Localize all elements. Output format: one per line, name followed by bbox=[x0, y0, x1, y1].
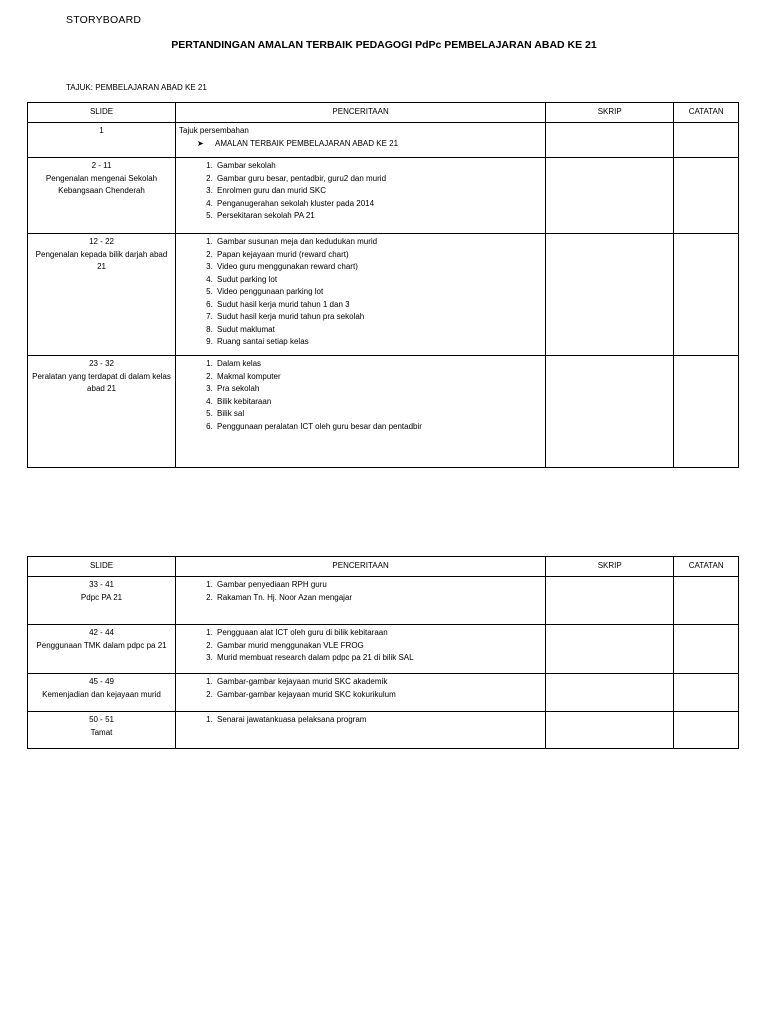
catatan-cell bbox=[674, 356, 739, 468]
list-item: 1. Pengguaan alat ICT oleh guru di bilik kebitaraan bbox=[215, 627, 542, 640]
document-label: STORYBOARD bbox=[66, 14, 142, 26]
skrip-cell bbox=[546, 234, 674, 356]
penceritaan-cell bbox=[176, 712, 546, 749]
col-header-skrip: SKRIP bbox=[546, 103, 674, 123]
slide-number: 2 - 11 bbox=[91, 161, 112, 170]
table-header-row bbox=[28, 557, 739, 577]
slide-number: 33 - 41 bbox=[89, 580, 114, 589]
penceritaan-cell bbox=[176, 674, 546, 712]
skrip-cell bbox=[546, 625, 674, 674]
penceritaan-cell bbox=[176, 158, 546, 234]
slide-subtitle: Tamat bbox=[90, 727, 113, 737]
list-item-text: AMALAN TERBAIK PEMBELAJARAN ABAD KE 21 bbox=[215, 138, 399, 148]
col-header-penceritaan: PENCERITAAN bbox=[176, 103, 546, 123]
slide-subtitle: Peralatan yang terdapat di dalam kelas abad 21 bbox=[32, 371, 171, 393]
col-header-slide: SLIDE bbox=[28, 103, 176, 123]
slide-number: 1 bbox=[99, 126, 104, 135]
col-header-slide: SLIDE bbox=[28, 557, 176, 577]
list-item: 3. Video guru menggunakan reward chart) bbox=[215, 261, 542, 274]
list-item: 2. Makmal komputer bbox=[215, 371, 542, 384]
list-item: 7. Sudut hasil kerja murid tahun pra sekolah bbox=[215, 311, 542, 324]
skrip-cell bbox=[546, 674, 674, 712]
storyboard-table-1 bbox=[27, 102, 739, 468]
table-header-row bbox=[28, 103, 739, 123]
list-item: 5. Bilik sal bbox=[215, 408, 542, 421]
skrip-cell bbox=[546, 123, 674, 158]
slide-subtitle: Pengenalan kepada bilik darjah abad 21 bbox=[35, 249, 168, 271]
list-item: 5. Persekitaran sekolah PA 21 bbox=[215, 210, 542, 223]
arrow-bullet-icon: ➤ bbox=[197, 138, 204, 148]
slide-cell bbox=[28, 712, 176, 749]
penceritaan-cell bbox=[176, 234, 546, 356]
slide-cell bbox=[28, 577, 176, 625]
catatan-cell bbox=[674, 712, 739, 749]
slide-cell bbox=[28, 158, 176, 234]
topic-line: TAJUK: PEMBELAJARAN ABAD KE 21 bbox=[66, 83, 207, 92]
slide-subtitle: Pdpc PA 21 bbox=[80, 592, 123, 602]
catatan-cell bbox=[674, 158, 739, 234]
table-row bbox=[28, 712, 739, 749]
list-item: 3. Pra sekolah bbox=[215, 383, 542, 396]
slide-subtitle: Penggunaan TMK dalam pdpc pa 21 bbox=[36, 640, 167, 650]
table-row bbox=[28, 123, 739, 158]
list-item: 1. Gambar susunan meja dan kedudukan murid bbox=[215, 236, 542, 249]
slide-number: 45 - 49 bbox=[89, 677, 114, 686]
col-header-catatan: CATATAN bbox=[674, 557, 739, 577]
penceritaan-cell bbox=[176, 356, 546, 468]
list-item: 1. Gambar penyediaan RPH guru bbox=[215, 579, 542, 592]
list-item: 6. Penggunaan peralatan ICT oleh guru besar dan pentadbir bbox=[215, 421, 542, 434]
slide-cell bbox=[28, 234, 176, 356]
list-item: 2. Gambar guru besar, pentadbir, guru2 dan murid bbox=[215, 173, 542, 186]
slide-cell bbox=[28, 356, 176, 468]
skrip-cell bbox=[546, 356, 674, 468]
list-item: 2. Rakaman Tn. Hj. Noor Azan mengajar bbox=[215, 592, 542, 605]
skrip-cell bbox=[546, 712, 674, 749]
list-item: 1. Dalam kelas bbox=[215, 358, 542, 371]
list-item: 9. Ruang santai setiap kelas bbox=[215, 336, 542, 349]
slide-number: 23 - 32 bbox=[89, 359, 114, 368]
catatan-cell bbox=[674, 123, 739, 158]
list-item: 3. Enrolmen guru dan murid SKC bbox=[215, 185, 542, 198]
skrip-cell bbox=[546, 158, 674, 234]
list-item: 2. Gambar-gambar kejayaan murid SKC kokurikulum bbox=[215, 689, 542, 702]
table-row bbox=[28, 234, 739, 356]
catatan-cell bbox=[674, 674, 739, 712]
col-header-penceritaan: PENCERITAAN bbox=[176, 557, 546, 577]
slide-subtitle: Pengenalan mengenai Sekolah Kebangsaan Chenderah bbox=[45, 173, 158, 195]
slide-number: 42 - 44 bbox=[89, 628, 114, 637]
table-row bbox=[28, 625, 739, 674]
table-row bbox=[28, 674, 739, 712]
slide-number: 12 - 22 bbox=[89, 237, 114, 246]
slide-cell bbox=[28, 625, 176, 674]
list-item: 3. Murid membuat research dalam pdpc pa 21 di bilik SAL bbox=[215, 652, 542, 665]
catatan-cell bbox=[674, 234, 739, 356]
document-title: PERTANDINGAN AMALAN TERBAIK PEDAGOGI PdPc PEMBELAJARAN ABAD KE 21 bbox=[171, 39, 597, 51]
list-item: 4. Sudut parking lot bbox=[215, 274, 542, 287]
slide-subtitle: Kemenjadian dan kejayaan murid bbox=[42, 689, 161, 699]
col-header-catatan: CATATAN bbox=[674, 103, 739, 123]
penceritaan-cell bbox=[176, 123, 546, 158]
col-header-skrip: SKRIP bbox=[546, 557, 674, 577]
slide-cell bbox=[28, 123, 176, 158]
list-item: 2. Gambar murid menggunakan VLE FROG bbox=[215, 640, 542, 653]
penceritaan-cell bbox=[176, 577, 546, 625]
penceritaan-cell bbox=[176, 625, 546, 674]
list-item: 2. Papan kejayaan murid (reward chart) bbox=[215, 249, 542, 262]
list-item: 6. Sudut hasil kerja murid tahun 1 dan 3 bbox=[215, 299, 542, 312]
catatan-cell bbox=[674, 625, 739, 674]
skrip-cell bbox=[546, 577, 674, 625]
slide-cell bbox=[28, 674, 176, 712]
list-item: 1. Gambar-gambar kejayaan murid SKC akademik bbox=[215, 676, 542, 689]
list-item bbox=[197, 138, 542, 151]
list-item: 1. Senarai jawatankuasa pelaksana program bbox=[215, 714, 542, 727]
catatan-cell bbox=[674, 577, 739, 625]
slide-number: 50 - 51 bbox=[89, 715, 114, 724]
list-item: 1. Gambar sekolah bbox=[215, 160, 542, 173]
table-row bbox=[28, 158, 739, 234]
list-item: 5. Video penggunaan parking lot bbox=[215, 286, 542, 299]
table-row bbox=[28, 356, 739, 468]
list-item: 4. Penganugerahan sekolah kluster pada 2014 bbox=[215, 198, 542, 211]
table-row bbox=[28, 577, 739, 625]
list-item: 8. Sudut maklumat bbox=[215, 324, 542, 337]
row-heading: Tajuk persembahan bbox=[179, 126, 249, 135]
list-item: 4. Bilik kebitaraan bbox=[215, 396, 542, 409]
storyboard-table-2 bbox=[27, 556, 739, 749]
